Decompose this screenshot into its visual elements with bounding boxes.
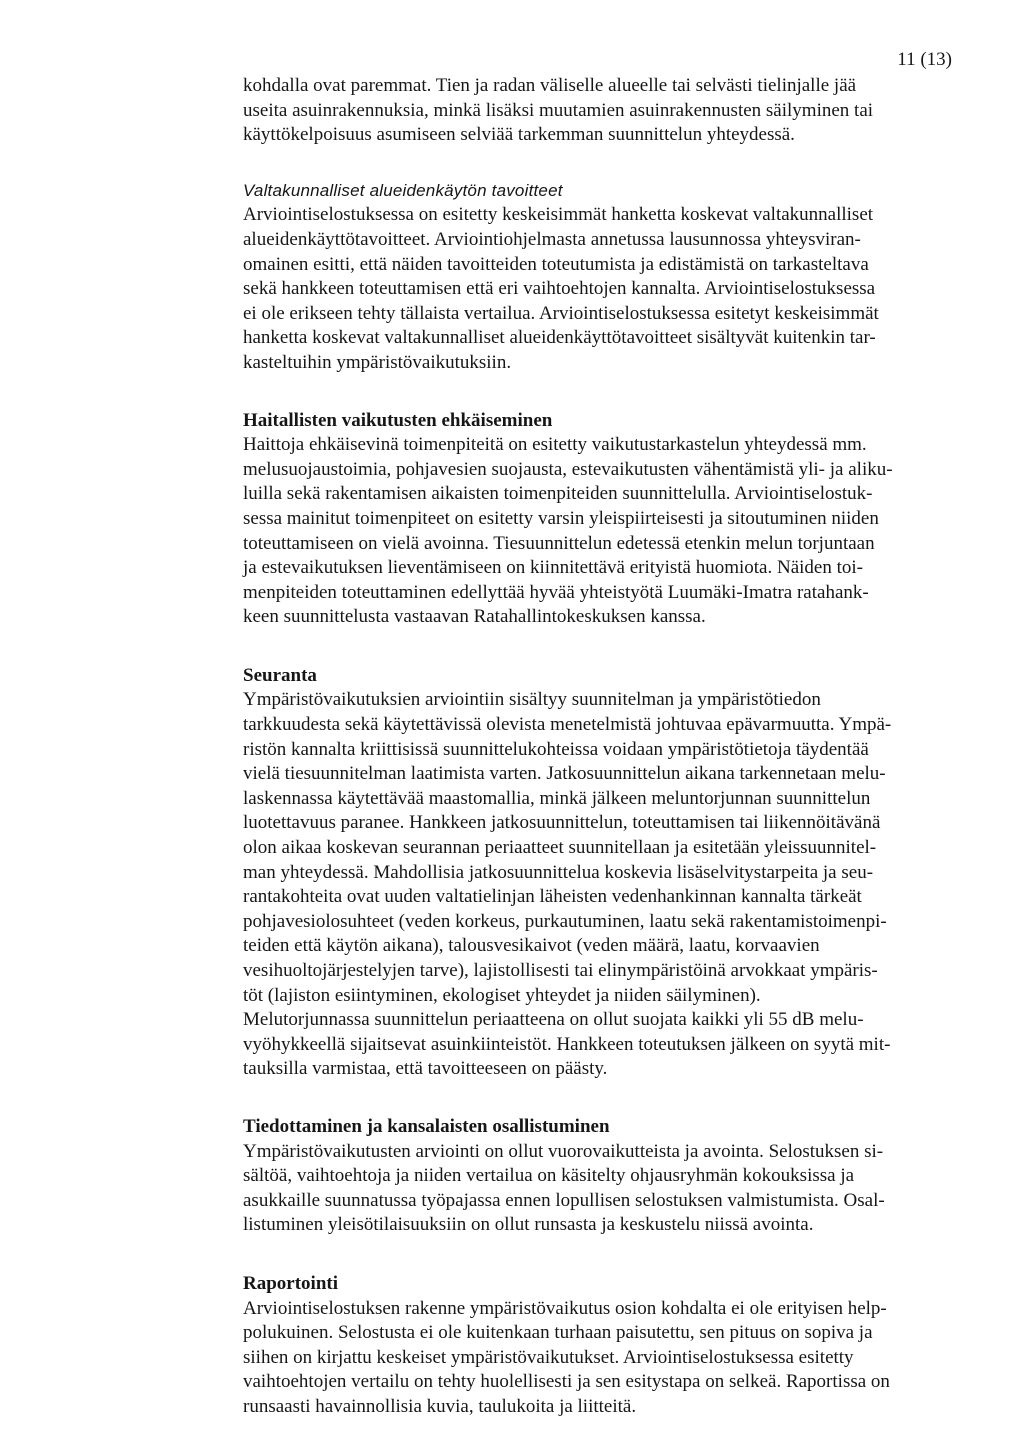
body-line: ja estevaikutuksen lieventämiseen on kiinnitettävä erityistä huomiota. Näiden toi-: [243, 557, 863, 579]
body-line: siihen on kirjattu keskeiset ympäristövaikutukset. Arviointiselostuksessa esitetty: [243, 1346, 854, 1368]
page-number: 11 (13): [897, 49, 952, 70]
body-line: käyttökelpoisuus asumiseen selviää tarkemman suunnittelun yhteydessä.: [243, 124, 795, 146]
body-line: Ympäristövaikutuksien arviointiin sisältyy suunnitelman ja ympäristötiedon: [243, 689, 821, 711]
body-line: sältöä, vaihtoehtoja ja niiden vertailua on käsitelty ohjausryhmän kokouksissa ja: [243, 1165, 855, 1187]
body-line: Arviointiselostuksen rakenne ympäristövaikutus osion kohdalta ei ole erityisen help-: [243, 1297, 887, 1319]
body-line: vielä tiesuunnitelman laatimista varten. Jatkosuunnittelun aikana tarkennetaan melu-: [243, 763, 886, 785]
section-heading: Tiedottaminen ja kansalaisten osallistuminen: [243, 1115, 610, 1137]
body-line: teiden että käytön aikana), talousvesikaivot (veden määrä, laatu, korvaavien: [243, 935, 820, 957]
body-line: sessa mainitut toimenpiteet on esitetty varsin yleispiirteisesti ja sitoutuminen niiden: [243, 507, 879, 529]
body-line: laskennassa käytettävää maastomallia, minkä jälkeen meluntorjunnan suunnittelun: [243, 787, 871, 809]
body-line: ristön kannalta kriittisissä suunnittelukohteissa voidaan ympäristötietoja täydentää: [243, 738, 869, 760]
intro-paragraph: [243, 74, 963, 148]
body-line: omainen esitti, että näiden tavoitteiden toteutumista ja edistämistä on tarkasteltava: [243, 253, 869, 275]
section-heading: Raportointi: [243, 1272, 338, 1294]
body-line: Ympäristövaikutusten arviointi on ollut vuorovaikutteista ja avointa. Selostuksen si-: [243, 1140, 884, 1162]
body-line: pohjavesiolosuhteet (veden korkeus, purkautuminen, laatu sekä rakentamistoimenpi-: [243, 910, 887, 932]
body-line: vyöhykkeellä sijaitsevat asuinkiinteistöt. Hankkeen toteutuksen jälkeen on syytä mit-: [243, 1033, 891, 1055]
body-line: polukuinen. Selostusta ei ole kuitenkaan turhaan paisutettu, sen pituus on sopiva ja: [243, 1322, 873, 1344]
body-line: tauksilla varmistaa, että tavoitteeseen on päästy.: [243, 1058, 608, 1080]
section-haitallisten: [243, 409, 963, 630]
body-line: keen suunnittelusta vastaavan Ratahallintokeskuksen kanssa.: [243, 606, 706, 628]
body-line: useita asuinrakennuksia, minkä lisäksi muutamien asuinrakennusten säilyminen tai: [243, 99, 874, 121]
body-line: listuminen yleisötilaisuuksiin on ollut runsasta ja keskustelu niissä avointa.: [243, 1214, 814, 1236]
body-line: alueidenkäyttötavoitteet. Arviointiohjelmasta annetussa lausunnossa yhteysviran-: [243, 228, 861, 250]
section-raportointi: [243, 1272, 963, 1420]
body-line: Melutorjunnassa suunnittelun periaatteena on ollut suojata kaikki yli 55 dB melu-: [243, 1009, 864, 1031]
section-tiedottaminen: [243, 1115, 963, 1238]
body-line: runsaasti havainnollisia kuvia, taulukoita ja liitteitä.: [243, 1395, 637, 1417]
section-heading: Haitallisten vaikutusten ehkäiseminen: [243, 409, 553, 431]
body-line: kohdalla ovat paremmat. Tien ja radan väliselle alueelle tai selvästi tielinjalle jää: [243, 75, 857, 96]
section-seuranta: [243, 664, 963, 1082]
body-line: Haittoja ehkäisevinä toimenpiteitä on esitetty vaikutustarkastelun yhteydessä mm.: [243, 434, 867, 456]
body-line: rantakohteita ovat uuden valtatielinjan läheisten vedenhankinnan kannalta tärkeät: [243, 886, 862, 908]
body-line: luotettavuus paranee. Hankkeen jatkosuunnittelun, toteuttamisen tai liikennöitävänä: [243, 812, 881, 834]
body-line: vaihtoehtojen vertailu on tehty huolellisesti ja sen esitystapa on selkeä. Raportissa on: [243, 1371, 890, 1393]
body-line: luilla sekä rakentamisen aikaisten toimenpiteiden suunnittelulla. Arviointiselostuk-: [243, 483, 873, 505]
body-line: sekä hankkeen toteuttamisen että eri vaihtoehtojen kannalta. Arviointiselostuksessa: [243, 278, 876, 300]
body-line: man yhteydessä. Mahdollisia jatkosuunnittelua koskevia lisäselvitystarpeita ja seu-: [243, 861, 874, 883]
body-line: olon aikaa koskevan seurannan periaatteet suunnitellaan ja esitetään yleissuunnitel-: [243, 837, 877, 859]
body-line: Arviointiselostuksessa on esitetty keskeisimmät hanketta koskevat valtakunnalliset: [243, 204, 874, 226]
body-line: tarkkuudesta sekä käytettävissä olevista menetelmistä johtuvaa epävarmuutta. Ympä-: [243, 714, 892, 736]
body-line: asukkaille suunnatussa työpajassa ennen lopullisen selostuksen valmistumista. Osal-: [243, 1189, 885, 1211]
body-line: kasteltuihin ympäristövaikutuksiin.: [243, 351, 512, 373]
section-heading: Seuranta: [243, 664, 317, 686]
section-heading: Valtakunnalliset alueidenkäytön tavoitteet: [243, 180, 563, 200]
body-line: ei ole erikseen tehty tällaista vertailua. Arviointiselostuksessa esitetyt keskeisimmät: [243, 302, 879, 324]
body-line: hanketta koskevat valtakunnalliset alueidenkäyttötavoitteet sisältyvät kuitenkin tar-: [243, 327, 876, 349]
body-line: toteuttamiseen on vielä avoinna. Tiesuunnittelun edetessä etenkin melun torjuntaan: [243, 532, 875, 554]
section-valtakunnalliset: [243, 179, 963, 376]
body-line: töt (lajiston esiintyminen, ekologiset yhteydet ja niiden säilyminen).: [243, 984, 761, 1006]
body-line: melusuojaustoimia, pohjavesien suojausta, estevaikutusten vähentämistä yli- ja aliku-: [243, 458, 893, 480]
document-body: [243, 74, 963, 1420]
body-line: vesihuoltojärjestelyjen tarve), lajistollisesti tai elinympäristöinä arvokkaat ympäris-: [243, 960, 878, 981]
body-line: menpiteiden toteuttaminen edellyttää hyvää yhteistyötä Luumäki-Imatra ratahank-: [243, 581, 869, 603]
